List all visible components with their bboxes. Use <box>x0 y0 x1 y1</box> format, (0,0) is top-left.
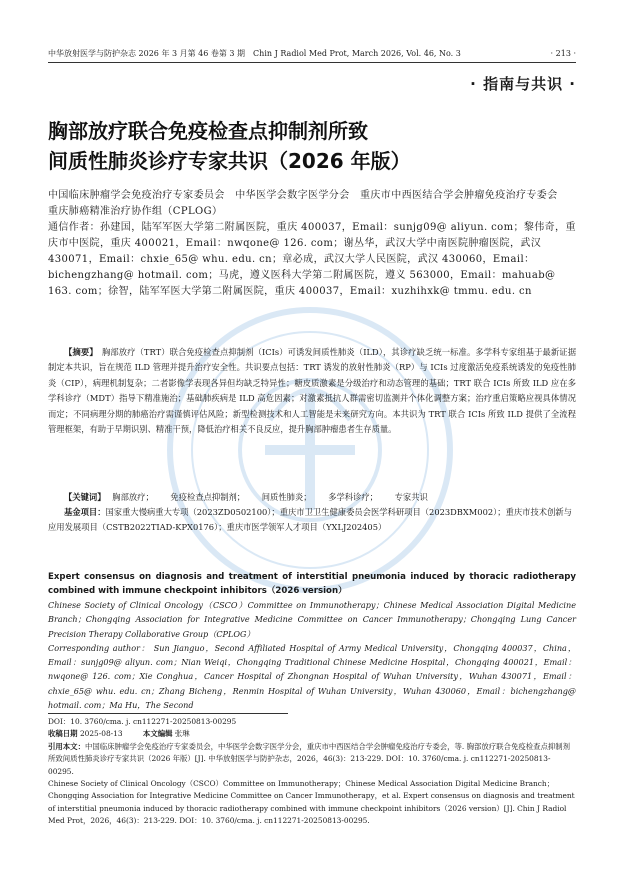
funding-text: 国家重大慢病重大专项（2023ZD0502100）；重庆市卫卫生健康委员会医学科研项目（2023DBXM002）；重庆市技术创新与应用发展项目（CSTB2022TIAD-KPX0176）；重庆市医学领军人才项目（YXLJ202405） <box>48 507 572 532</box>
abstract <box>48 345 576 437</box>
author-block <box>48 188 576 300</box>
keyword-item: 免疫检查点抑制剂； <box>170 492 246 502</box>
english-corresponding-text: Sun Jianguo，Second Affiliated Hospital of Army Medical University，Chongqing 400037，China，Email：sunjg09@ aliyun. com；Nian Weiqi，Chongqing Traditional Chinese Medicine Hospital，Chongqing 400021，Email：nwqone@ 126. com；Xie Conghua，Cancer Hospital of Zhongnan Hospital of Wuhan University，Wuhan 430071，Email：chxie_65@ whu. edu. cn；Zhang Bicheng，Renmin Hospital of Wuhan University，Wuhan 430060，Email：bichengzhang@ hotmail. com；Ma Hu，The Second <box>48 642 576 711</box>
doi: DOI：10. 3760/cma. j. cn112271-20250813-00295 <box>48 717 237 726</box>
section-tag: · 指南与共识 · <box>470 75 576 93</box>
received-editor-line <box>48 728 576 740</box>
received-date: 2025-08-13 <box>79 729 123 739</box>
author-organizations: 中国临床肿瘤学会免疫治疗专家委员会 中华医学会数字医学分会 重庆市中西医结合学会肿瘤免疫治疗专委会 重庆肺癌精准治疗协作组（CPLOG） <box>48 190 569 217</box>
citation-english: Chinese Society of Clinical Oncology（CSCO）Committee on Immunotherapy；Chinese Medical Association Digital Medicine Branch；Chongqing Association for Integrative Medicine Committee on Cancer Immunotherapy，et al. Expert consensus on diagnosis and treatment of interstitial pneumonia induced by thoracic radiotherapy combined with immune checkpoint inhibitors（2026 version）[J]. Chin J Radiol Med Prot，2026，46(3)：213-229. DOI：10. 3760/cma. j. cn112271-20250813-00295. <box>48 779 575 826</box>
citation-chinese <box>48 741 576 778</box>
article-title-line-1: 胸部放疗联合免疫检查点抑制剂所致 <box>48 119 368 143</box>
english-corresponding-label: Corresponding author： <box>48 642 151 653</box>
running-head <box>48 48 576 60</box>
keywords <box>48 490 576 505</box>
keyword-item: 多学科诊疗； <box>328 492 378 502</box>
keyword-item: 专家共识 <box>394 492 428 502</box>
editor-label: 本文编辑 <box>142 729 173 739</box>
citation-chinese-label: 引用本文： <box>48 741 85 751</box>
article-title <box>48 116 508 176</box>
article-title-line-2: 间质性肺炎诊疗专家共识（2026 年版） <box>48 149 411 173</box>
english-organizations: Chinese Society of Clinical Oncology（CSCO）Committee on Immunotherapy；Chinese Medical Association Digital Medicine Branch；Chongqing Association for Integrative Medicine Committee on Cancer Immunotherapy；Chongqing Lung Cancer Precision Therapy Collaborative Group（CPLOG） <box>48 600 576 639</box>
citation-chinese-text: 中国临床肿瘤学会免疫治疗专家委员会，中华医学会数字医学分会，重庆市中西医结合学会肿瘤免疫治疗专委会，等. 胸部放疗联合免疫检查点抑制剂所致间质性肺炎诊疗专家共识（2026 年版）[J]. 中华放射医学与防护杂志，2026，46(3)：213-229. DOI：10. 3760/cma. j. cn112271-20250813-00295. <box>48 741 571 776</box>
received-label: 收稿日期 <box>48 729 78 739</box>
keyword-item: 间质性肺炎； <box>261 492 312 502</box>
editor-name: 张琳 <box>174 729 190 739</box>
header-rule <box>48 62 576 63</box>
english-title: Expert consensus on diagnosis and treatment of interstitial pneumonia induced by thoracic radiotherapy combined with immune checkpoint inhibitors（2026 version） <box>48 572 576 596</box>
article-footer <box>48 716 576 828</box>
funding-label: 基金项目： <box>64 507 106 517</box>
english-abstract-header <box>48 570 576 712</box>
footer-rule <box>48 713 288 714</box>
english-corresponding <box>48 641 576 712</box>
running-head-journal: 中华放射医学与防护杂志 2026 年 3 月第 46 卷第 3 期 Chin J Radiol Med Prot, March 2026, Vol. 46, No. 3 <box>48 49 461 58</box>
keyword-item: 胸部放疗； <box>112 492 154 502</box>
abstract-label: 【摘要】 <box>64 347 94 357</box>
abstract-text: 胸部放疗（TRT）联合免疫检查点抑制剂（ICIs）可诱发间质性肺炎（ILD），其诊疗缺乏统一标准。多学科专家组基于最新证据制定本共识，旨在规范 ILD 管理并提升治疗安全性。共识要点包括：TRT 诱发的放射性肺炎（RP）与 ICIs 过度激活免疫系统诱发的免疫性肺炎（CIP），病理机制复杂；二者影像学表现各异但均缺乏特异性；糖皮质激素是分级治疗和动态管理的基础；TRT 联合 ICIs 所致 ILD 应在多学科诊疗（MDT）指导下精准施治；基础肺疾病是 ILD 高危因素；对激素抵抗人群需密切监测并个体化调整方案；治疗重启策略应视具体情况而定；不同病理分期的肺癌治疗需谨慎评估风险；新型检测技术和人工智能是未来研究方向。本共识为 TRT 联合 ICIs 所致 ILD 提供了全流程管理框架，有助于早期识别、精准干预，降低治疗相关不良反应，提升胸部肿瘤患者生存质量。 <box>48 347 576 435</box>
funding <box>48 505 576 535</box>
running-head-page-number: · 213 · <box>550 49 576 58</box>
keywords-label: 【关键词】 <box>64 492 102 502</box>
corresponding-authors: 通信作者：孙建国，陆军军医大学第二附属医院，重庆 400037，Email：sunjg09@ aliyun. com；黎伟奇，重庆市中医院，重庆 400021，Email：nwqone@ 126. com；谢丛华，武汉大学中南医院肿瘤医院，武汉 430071，Email：chxie_65@ whu. edu. cn；章必成，武汉大学人民医院，武汉 430060，Email：bichengzhang@ hotmail. com；马虎，遵义医科大学第二附属医院，遵义 563000，Email：mahuab@ 163. com；徐智，陆军军医大学第二附属医院，重庆 400037，Email：xuzhihxk@ tmmu. edu. cn <box>48 222 576 297</box>
